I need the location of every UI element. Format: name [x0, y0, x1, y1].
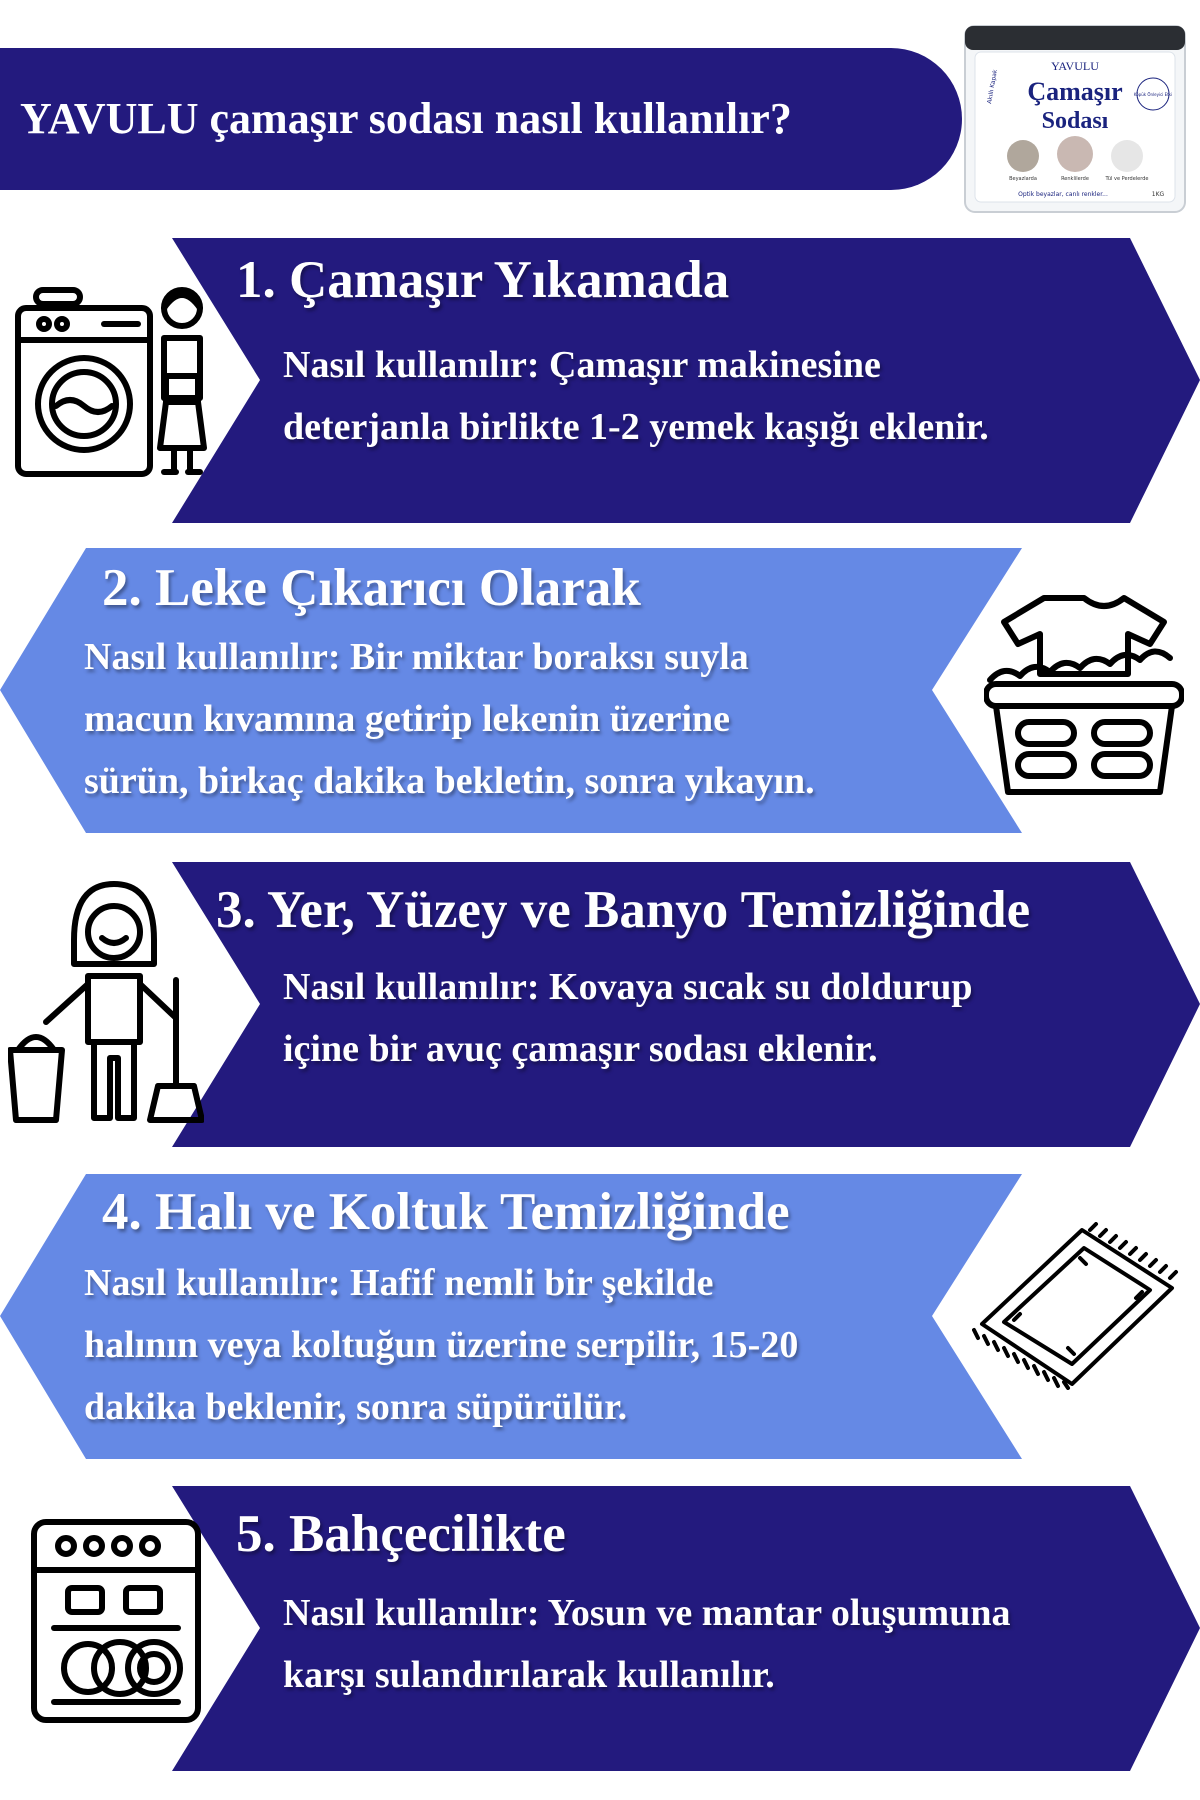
step-4-description [84, 1252, 798, 1438]
step-2-title: 2. Leke Çıkarıcı Olarak [102, 559, 641, 617]
step-4-line-2: halının veya koltuğun üzerine serpilir, 15-20 [84, 1324, 799, 1366]
step-5-line-2: karşı sulandırılarak kullanılır. [283, 1654, 775, 1696]
washing-machine-person-icon [14, 278, 214, 478]
step-2-line-2: macun kıvamına getirip lekenin üzerine [84, 698, 730, 740]
carpet-icon [972, 1222, 1188, 1390]
product-photo-label-3: Tül ve Perdelerde [1105, 176, 1149, 182]
step-1-title: 1. Çamaşır Yıkamada [236, 251, 730, 309]
step-2-line-1: Nasıl kullanılır: Bir miktar boraksı suyla [84, 636, 749, 678]
laundry-basket-icon [984, 588, 1184, 798]
step-3-line-2: içine bir avuç çamaşır sodası eklenir. [283, 1028, 878, 1070]
product-name-2: Sodası [1041, 108, 1109, 134]
product-tagline: Optik beyazlar, canlı renkler... [1018, 191, 1108, 198]
product-weight: 1KG [1151, 191, 1165, 198]
product-side-label: Akıllı Kapak [986, 69, 999, 105]
step-3-title: 3. Yer, Yüzey ve Banyo Temizliğinde [216, 881, 1031, 939]
step-3-line-1: Nasıl kullanılır: Kovaya sıcak su doldurup [283, 966, 973, 1008]
product-brand: YAVULU [1051, 59, 1099, 73]
product-photo-label-2: Renklilerde [1061, 176, 1089, 182]
step-4-line-3: dakika beklenir, sonra süpürülür. [84, 1386, 628, 1428]
step-4-line-1: Nasıl kullanılır: Hafif nemli bir şekilde [84, 1262, 714, 1304]
product-name-1: Çamaşır [1027, 77, 1123, 106]
step-1-line-2: deterjanla birlikte 1-2 yemek kaşığı eklenir. [283, 406, 989, 448]
page-title: YAVULU çamaşır sodası nasıl kullanılır? [20, 94, 792, 143]
step-5-description [283, 1582, 1010, 1706]
cleaning-person-icon [8, 880, 204, 1126]
product-image [963, 24, 1187, 214]
step-3-description [283, 956, 972, 1080]
product-badge: Köpük Önleyici Etki [1133, 92, 1173, 97]
step-5-title: 5. Bahçecilikte [236, 1505, 566, 1563]
step-1-line-1: Nasıl kullanılır: Çamaşır makinesine [283, 344, 881, 386]
step-5-line-1: Nasıl kullanılır: Yosun ve mantar oluşumuna [283, 1592, 1011, 1634]
step-2-description [84, 626, 815, 812]
product-photo-label-1: Beyazlarda [1009, 176, 1037, 182]
step-1-description [283, 334, 989, 458]
step-2-line-3: sürün, birkaç dakika bekletin, sonra yıkayın. [84, 760, 815, 802]
dishwasher-icon [30, 1518, 202, 1724]
step-4-title: 4. Halı ve Koltuk Temizliğinde [102, 1183, 790, 1241]
